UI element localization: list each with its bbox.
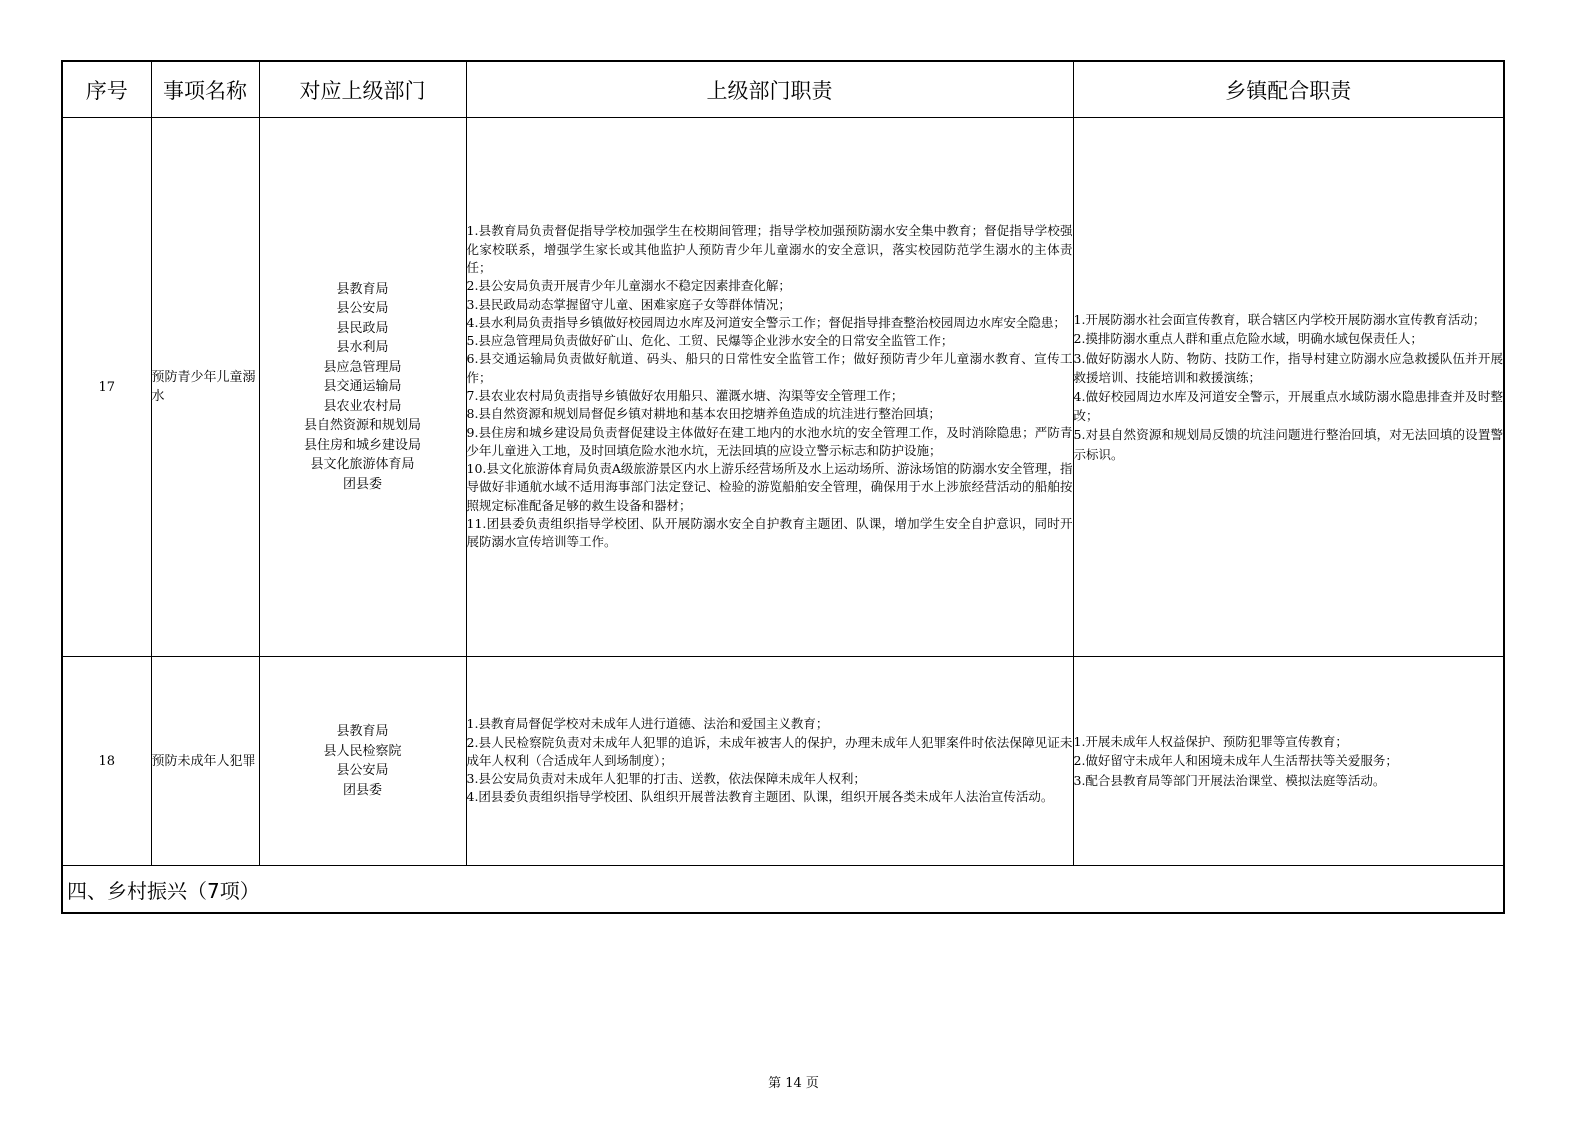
duty-item: 4.团县委负责组织指导学校团、队组织开展普法教育主题团、队课，组织开展各类未成年人法治宣传活动。 bbox=[466, 789, 1054, 805]
duty-table bbox=[61, 60, 1505, 914]
dept-item: 县交通运输局 bbox=[323, 379, 402, 395]
duty-item: 7.县农业农村局负责指导乡镇做好农用船只、灌溉水塘、沟渠等安全管理工作； bbox=[466, 388, 904, 403]
item-name: 预防未成年人犯罪 bbox=[151, 657, 259, 866]
coop-item: 2.摸排防溺水重点人群和重点危险水域，明确水域包保责任人； bbox=[1073, 331, 1423, 347]
header-item-name: 事项名称 bbox=[151, 61, 259, 118]
dept-item: 县水利局 bbox=[336, 340, 389, 356]
header-seq: 序号 bbox=[62, 61, 151, 118]
dept-item: 县人民检察院 bbox=[323, 743, 402, 759]
dept-item: 县教育局 bbox=[336, 281, 389, 297]
township-duty-list bbox=[1073, 118, 1504, 657]
duty-item: 11.团县委负责组织指导学校团、队开展防溺水安全自护教育主题团、队课，增加学生安全自护意识，同时开展防溺水宣传培训等工作。 bbox=[466, 516, 1073, 550]
duty-item: 8.县自然资源和规划局督促乡镇对耕地和基本农田挖塘养鱼造成的坑洼进行整治回填； bbox=[466, 406, 941, 422]
coop-item: 3.配合县教育局等部门开展法治课堂、模拟法庭等活动。 bbox=[1073, 772, 1386, 788]
coop-item: 3.做好防溺水人防、物防、技防工作，指导村建立防溺水应急救援队伍并开展救援培训、技能培训和救援演练； bbox=[1073, 350, 1503, 385]
duty-item: 9.县住房和城乡建设局负责督促建设主体做好在建工地内的水池水坑的安全管理工作，及时消除隐患；严防青少年儿童进入工地，及时回填危险水池水坑，无法回填的应设立警示标志和防护设施； bbox=[466, 424, 1073, 458]
dept-item: 县自然资源和规划局 bbox=[303, 418, 421, 434]
dept-item: 县公安局 bbox=[336, 763, 389, 778]
dept-item: 团县委 bbox=[342, 476, 382, 492]
superior-duty-list bbox=[466, 118, 1073, 657]
coop-item: 4.做好校园周边水库及河道安全警示，开展重点水域防溺水隐患排查并及时整改； bbox=[1073, 389, 1503, 424]
item-name: 预防青少年儿童溺水 bbox=[151, 118, 259, 657]
duty-item: 10.县文化旅游体育局负责A级旅游景区内水上游乐经营场所及水上运动场所、游泳场馆的防溺水安全管理，指导做好非通航水域不适用海事部门法定登记、检验的游览船舶安全管理，确保用于水上涉旅经营活动的船舶按照规定标准配备足够的救生设备和器材； bbox=[466, 461, 1073, 513]
duty-item: 3.县民政局动态掌握留守儿童、困难家庭子女等群体情况； bbox=[466, 296, 791, 312]
header-township-duty: 乡镇配合职责 bbox=[1073, 61, 1504, 118]
dept-item: 县公安局 bbox=[336, 301, 389, 317]
dept-item: 县民政局 bbox=[336, 320, 389, 336]
table-row bbox=[62, 118, 1504, 657]
row-number: 18 bbox=[62, 657, 151, 866]
dept-item: 县文化旅游体育局 bbox=[310, 457, 415, 473]
duty-item: 4.县水利局负责指导乡镇做好校园周边水库及河道安全警示工作；督促指导排查整治校园周边水库安全隐患； bbox=[466, 314, 1066, 330]
row-number: 17 bbox=[62, 118, 151, 657]
table-row bbox=[62, 657, 1504, 866]
section-title: 四、乡村振兴（7项） bbox=[62, 866, 1504, 914]
section-row bbox=[62, 866, 1504, 914]
duty-item: 5.县应急管理局负责做好矿山、危化、工贸、民爆等企业涉水安全的日常安全监管工作； bbox=[466, 333, 954, 349]
duty-item: 1.县教育局督促学校对未成年人进行道德、法治和爱国主义教育； bbox=[466, 716, 829, 732]
superior-duty-list bbox=[466, 657, 1073, 866]
duty-item: 6.县交通运输局负责做好航道、码头、船只的日常性安全监管工作；做好预防青少年儿童溺水教育、宣传工作； bbox=[466, 351, 1073, 385]
header-superior-dept: 对应上级部门 bbox=[259, 61, 466, 118]
dept-item: 县农业农村局 bbox=[323, 398, 402, 414]
duty-item: 2.县公安局负责开展青少年儿童溺水不稳定因素排查化解； bbox=[466, 278, 791, 294]
duty-item: 3.县公安局负责对未成年人犯罪的打击、送教，依法保障未成年人权利； bbox=[466, 771, 866, 787]
dept-item: 团县委 bbox=[342, 782, 382, 798]
dept-item: 县教育局 bbox=[336, 724, 389, 739]
dept-list bbox=[259, 657, 466, 866]
page-number: 第 14 页 bbox=[768, 1076, 819, 1091]
coop-item: 2.做好留守未成年人和困境未成年人生活帮扶等关爱服务； bbox=[1073, 753, 1398, 769]
table-header-row bbox=[62, 61, 1504, 118]
coop-item: 1.开展防溺水社会面宣传教育，联合辖区内学校开展防溺水宣传教育活动； bbox=[1073, 312, 1486, 328]
header-superior-duty: 上级部门职责 bbox=[466, 61, 1073, 118]
duty-item: 1.县教育局负责督促指导学校加强学生在校期间管理；指导学校加强预防溺水安全集中教育；督促指导学校强化家校联系，增强学生家长或其他监护人预防青少年儿童溺水的安全意识，落实校园防范学生溺水的主体责任； bbox=[466, 223, 1073, 275]
dept-item: 县应急管理局 bbox=[323, 359, 402, 375]
coop-item: 1.开展未成年人权益保护、预防犯罪等宣传教育； bbox=[1073, 734, 1348, 750]
dept-list bbox=[259, 118, 466, 657]
coop-item: 5.对县自然资源和规划局反馈的坑洼问题进行整治回填，对无法回填的设置警示标识。 bbox=[1073, 427, 1503, 462]
dept-item: 县住房和城乡建设局 bbox=[303, 437, 421, 453]
duty-item: 2.县人民检察院负责对未成年人犯罪的追诉，未成年被害人的保护，办理未成年人犯罪案件时依法保障见证未成年人权利（合适成年人到场制度）； bbox=[466, 734, 1073, 768]
township-duty-list bbox=[1073, 657, 1504, 866]
